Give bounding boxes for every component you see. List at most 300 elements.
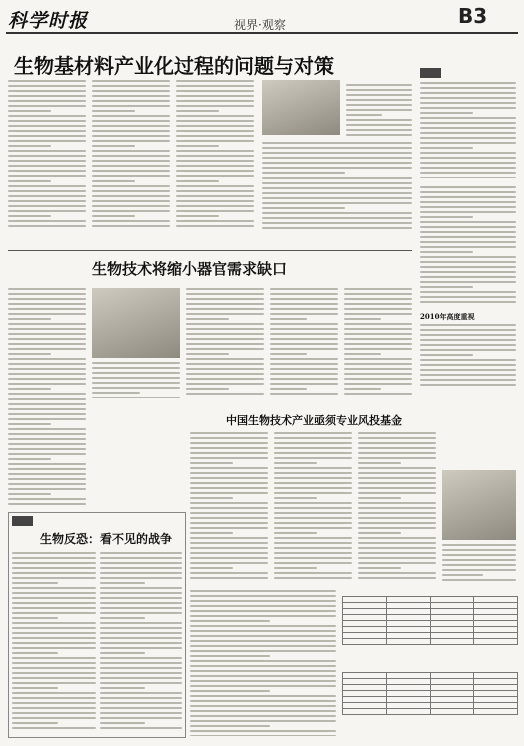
text-line-placeholder [176,145,219,147]
text-line-placeholder [176,150,254,152]
text-line-placeholder [420,301,516,303]
text-line-placeholder [274,467,352,469]
text-line-placeholder [262,177,412,179]
text-line-placeholder [8,458,51,460]
text-line-placeholder [262,182,412,184]
text-line-placeholder [420,329,516,331]
text-line-placeholder [190,610,336,612]
text-line-placeholder [176,165,254,167]
table-cell [474,639,518,645]
text-line-placeholder [186,373,264,375]
text-line-placeholder [12,707,96,709]
text-line-placeholder [8,393,86,395]
text-line-placeholder [346,84,412,86]
text-line-placeholder [358,517,436,519]
text-line-placeholder [270,358,338,360]
text-line-placeholder [344,368,412,370]
text-line-placeholder [92,362,180,364]
text-line-placeholder [344,373,412,375]
text-line-placeholder [92,195,170,197]
text-line-placeholder [344,328,412,330]
text-line-placeholder [190,625,336,627]
text-line-placeholder [420,251,473,253]
text-line-placeholder [92,190,170,192]
text-line-placeholder [176,85,254,87]
text-line-placeholder [420,231,516,233]
text-line-placeholder [12,552,96,554]
text-line-placeholder [262,217,412,219]
text-line-placeholder [270,313,338,315]
text-line-placeholder [420,334,516,336]
text-line-placeholder [176,115,254,117]
text-line-placeholder [92,130,170,132]
text-line-placeholder [8,448,86,450]
data-table-1 [342,596,518,645]
text-line-placeholder [346,109,412,111]
text-line-placeholder [346,114,382,116]
text-line-placeholder [176,135,254,137]
text-line-placeholder [186,338,264,340]
text-line-placeholder [270,323,338,325]
text-line-placeholder [274,532,317,534]
text-line-placeholder [100,672,182,674]
table-cell [430,639,474,645]
text-line-placeholder [190,700,336,702]
text-line-placeholder [190,735,336,736]
text-line-placeholder [100,562,182,564]
divider-1 [8,250,412,251]
text-line-placeholder [270,293,338,295]
text-line-placeholder [420,112,473,114]
text-line-placeholder [262,147,412,149]
text-line-placeholder [442,574,483,576]
text-line-placeholder [186,368,264,370]
text-line-placeholder [190,670,336,672]
text-line-placeholder [176,210,254,212]
text-line-placeholder [358,547,436,549]
text-line-placeholder [100,652,145,654]
text-line-placeholder [186,313,264,315]
table-row [343,709,518,715]
text-line-placeholder [420,157,516,159]
text-line-placeholder [358,522,436,524]
text-line-placeholder [190,537,268,539]
text-line-placeholder [100,657,182,659]
text-line-placeholder [176,225,254,227]
text-line-placeholder [176,90,254,92]
text-line-placeholder [344,313,412,315]
text-line-placeholder [420,261,516,263]
text-line-placeholder [186,393,264,395]
text-line-placeholder [190,447,268,449]
text-line-placeholder [420,127,516,129]
lab-photo [262,80,340,135]
text-line-placeholder [190,482,268,484]
investor-photo [442,470,516,540]
text-line-placeholder [346,119,412,121]
text-line-placeholder [8,135,86,137]
article-3-col-3 [358,432,436,582]
text-line-placeholder [346,99,412,101]
text-line-placeholder [186,333,264,335]
text-line-placeholder [100,667,182,669]
text-line-placeholder [8,493,51,495]
text-line-placeholder [420,286,473,288]
sidebar-tag [420,68,441,78]
text-line-placeholder [8,328,86,330]
text-line-placeholder [12,612,96,614]
text-line-placeholder [92,145,135,147]
text-line-placeholder [8,110,51,112]
text-line-placeholder [358,557,436,559]
text-line-placeholder [358,577,436,579]
text-line-placeholder [92,170,170,172]
article-2-col-2 [186,288,264,398]
text-line-placeholder [274,572,352,574]
page-number: B3 [458,4,488,28]
article-2-col-1 [8,288,86,508]
text-line-placeholder [12,562,96,564]
text-line-placeholder [12,577,96,579]
text-line-placeholder [274,492,352,494]
text-line-placeholder [12,582,58,584]
text-line-placeholder [176,205,254,207]
text-line-placeholder [270,378,338,380]
text-line-placeholder [420,216,473,218]
text-line-placeholder [92,215,135,217]
text-line-placeholder [92,115,170,117]
text-line-placeholder [420,344,516,346]
text-line-placeholder [420,196,516,198]
text-line-placeholder [270,373,338,375]
text-line-placeholder [420,374,516,376]
text-line-placeholder [442,559,516,561]
text-line-placeholder [420,369,516,371]
feature-tag [12,516,33,526]
text-line-placeholder [270,318,307,320]
text-line-placeholder [12,717,96,719]
text-line-placeholder [274,522,352,524]
text-line-placeholder [92,377,180,379]
text-line-placeholder [176,140,254,142]
text-line-placeholder [8,498,86,500]
text-line-placeholder [100,597,182,599]
sidebar-item-3 [420,324,516,388]
table-cell [474,709,518,715]
text-line-placeholder [12,697,96,699]
text-line-placeholder [270,338,338,340]
text-line-placeholder [344,363,412,365]
text-line-placeholder [274,552,352,554]
text-line-placeholder [92,200,170,202]
text-line-placeholder [12,657,96,659]
text-line-placeholder [186,298,264,300]
text-line-placeholder [12,692,96,694]
text-line-placeholder [12,727,96,729]
text-line-placeholder [190,685,336,687]
text-line-placeholder [274,527,352,529]
text-line-placeholder [8,408,86,410]
text-line-placeholder [100,697,182,699]
text-line-placeholder [190,532,233,534]
feature-col-2 [100,552,182,732]
text-line-placeholder [100,707,182,709]
text-line-placeholder [344,318,381,320]
text-line-placeholder [190,600,336,602]
text-line-placeholder [8,293,86,295]
text-line-placeholder [358,492,436,494]
text-line-placeholder [186,383,264,385]
text-line-placeholder [346,129,412,131]
text-line-placeholder [92,100,170,102]
text-line-placeholder [270,308,338,310]
headline-4: 生物反恐：看不见的战争 [40,532,173,546]
text-line-placeholder [100,727,182,729]
text-line-placeholder [190,522,268,524]
text-line-placeholder [12,687,58,689]
text-line-placeholder [12,702,96,704]
sidebar-subheadline: 2010年高度重视 [420,312,475,321]
text-line-placeholder [262,192,412,194]
text-line-placeholder [344,308,412,310]
text-line-placeholder [190,572,268,574]
text-line-placeholder [346,89,412,91]
text-line-placeholder [176,130,254,132]
text-line-placeholder [420,384,516,386]
text-line-placeholder [100,552,182,554]
text-line-placeholder [100,557,182,559]
article-3-col-1 [190,432,268,582]
text-line-placeholder [8,80,86,82]
text-line-placeholder [190,452,268,454]
text-line-placeholder [358,432,436,434]
text-line-placeholder [100,582,145,584]
portrait-photo [92,288,180,358]
text-line-placeholder [190,715,336,717]
text-line-placeholder [344,383,412,385]
text-line-placeholder [420,324,516,326]
text-line-placeholder [420,107,516,109]
text-line-placeholder [358,437,436,439]
table-cell [430,709,474,715]
text-line-placeholder [8,403,86,405]
text-line-placeholder [420,162,516,164]
text-line-placeholder [420,291,516,293]
text-line-placeholder [346,124,412,126]
text-line-placeholder [420,339,516,341]
text-line-placeholder [190,595,336,597]
text-line-placeholder [92,110,135,112]
text-line-placeholder [176,175,254,177]
text-line-placeholder [274,542,352,544]
text-line-placeholder [8,343,86,345]
text-line-placeholder [358,482,436,484]
text-line-placeholder [274,577,352,579]
text-line-placeholder [190,640,336,642]
text-line-placeholder [12,677,96,679]
text-line-placeholder [8,373,86,375]
text-line-placeholder [358,497,401,499]
text-line-placeholder [420,102,516,104]
text-line-placeholder [176,120,254,122]
text-line-placeholder [8,463,86,465]
text-line-placeholder [358,562,436,564]
text-line-placeholder [8,483,86,485]
text-line-placeholder [344,348,412,350]
text-line-placeholder [420,354,473,356]
text-line-placeholder [420,177,516,178]
text-line-placeholder [8,308,86,310]
text-line-placeholder [190,695,336,697]
text-line-placeholder [190,487,268,489]
newspaper-logo: 科学时报 [8,10,89,32]
text-line-placeholder [8,433,86,435]
text-line-placeholder [420,271,516,273]
text-line-placeholder [8,130,86,132]
text-line-placeholder [190,457,268,459]
text-line-placeholder [12,632,96,634]
text-line-placeholder [100,702,182,704]
text-line-placeholder [92,95,170,97]
text-line-placeholder [92,85,170,87]
text-line-placeholder [346,94,412,96]
main-headline: 生物基材料产业化过程的问题与对策 [14,54,334,78]
text-line-placeholder [358,532,401,534]
text-line-placeholder [92,210,170,212]
text-line-placeholder [344,353,381,355]
text-line-placeholder [8,338,86,340]
text-line-placeholder [100,572,182,574]
text-line-placeholder [186,378,264,380]
text-line-placeholder [270,303,338,305]
text-line-placeholder [12,652,58,654]
text-line-placeholder [442,544,516,546]
text-line-placeholder [358,542,436,544]
text-line-placeholder [190,660,336,662]
text-line-placeholder [8,180,51,182]
text-line-placeholder [8,90,86,92]
text-line-placeholder [442,549,516,551]
text-line-placeholder [92,140,170,142]
text-line-placeholder [420,211,516,213]
text-line-placeholder [420,152,516,154]
text-line-placeholder [8,225,86,227]
text-line-placeholder [262,162,412,164]
text-line-placeholder [186,353,229,355]
text-line-placeholder [262,227,412,229]
text-line-placeholder [8,140,86,142]
text-line-placeholder [346,134,412,136]
text-line-placeholder [420,167,516,169]
text-line-placeholder [442,554,516,556]
text-line-placeholder [190,590,336,592]
text-line-placeholder [190,645,336,647]
text-line-placeholder [190,472,268,474]
text-line-placeholder [100,587,182,589]
text-line-placeholder [8,185,86,187]
table-cell [343,709,387,715]
text-line-placeholder [262,222,412,224]
text-line-placeholder [344,378,412,380]
text-line-placeholder [100,682,182,684]
text-line-placeholder [442,564,516,566]
text-line-placeholder [8,378,86,380]
text-line-placeholder [190,497,233,499]
text-line-placeholder [270,393,338,395]
text-line-placeholder [92,160,170,162]
text-line-placeholder [92,175,170,177]
text-line-placeholder [12,572,96,574]
text-line-placeholder [8,473,86,475]
text-line-placeholder [100,632,182,634]
text-line-placeholder [420,92,516,94]
text-line-placeholder [176,110,219,112]
text-line-placeholder [358,527,436,529]
text-line-placeholder [274,472,352,474]
text-line-placeholder [8,438,86,440]
data-table-2 [342,672,518,715]
text-line-placeholder [186,288,264,290]
text-line-placeholder [12,607,96,609]
text-line-placeholder [262,202,412,204]
text-line-placeholder [12,592,96,594]
text-line-placeholder [12,722,58,724]
text-line-placeholder [8,418,86,420]
sidebar-item-2 [420,186,516,304]
text-line-placeholder [190,552,268,554]
text-line-placeholder [92,125,170,127]
text-line-placeholder [190,547,268,549]
text-line-placeholder [420,226,516,228]
text-line-placeholder [100,592,182,594]
text-line-placeholder [92,165,170,167]
text-line-placeholder [8,150,86,152]
text-line-placeholder [100,567,182,569]
text-line-placeholder [344,388,381,390]
text-line-placeholder [358,552,436,554]
text-line-placeholder [274,557,352,559]
text-line-placeholder [274,442,352,444]
article-1-col-4 [262,142,412,230]
text-line-placeholder [344,298,412,300]
text-line-placeholder [420,87,516,89]
table-cell [343,639,387,645]
text-line-placeholder [190,730,336,732]
text-line-placeholder [8,383,86,385]
article-1-col-1 [8,80,86,230]
text-line-placeholder [8,428,86,430]
text-line-placeholder [12,627,96,629]
text-line-placeholder [420,132,516,134]
text-line-placeholder [8,145,51,147]
text-line-placeholder [420,82,516,84]
text-line-placeholder [100,627,182,629]
headline-3: 中国生物技术产业亟须专业风投基金 [226,414,402,427]
text-line-placeholder [358,507,436,509]
text-line-placeholder [8,298,86,300]
text-line-placeholder [186,293,264,295]
text-line-placeholder [100,612,182,614]
text-line-placeholder [262,197,412,199]
text-line-placeholder [8,195,86,197]
text-line-placeholder [190,507,268,509]
text-line-placeholder [270,328,338,330]
text-line-placeholder [190,442,268,444]
text-line-placeholder [92,397,180,398]
text-line-placeholder [92,135,170,137]
text-line-placeholder [176,95,254,97]
text-line-placeholder [190,467,268,469]
